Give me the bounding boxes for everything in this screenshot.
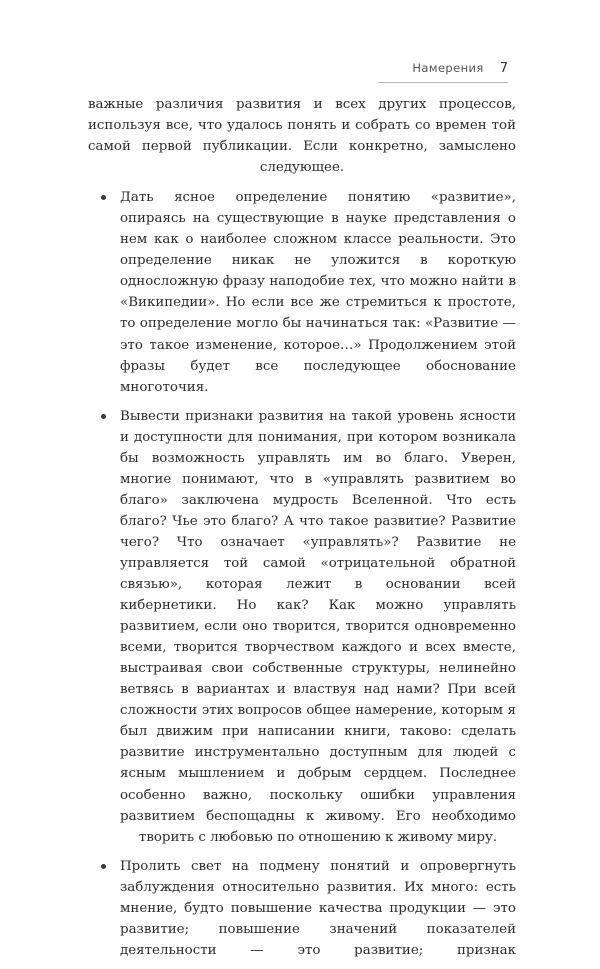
bullet-text: Вывести признаки развития на такой уровень ясности и доступности для понимания, при котором возникала бы возможность управлять им во благо. Уверен, многие понимают, что в «управлять развитием во благо» заключена мудрость Вселенной. Что есть благо? Чье это благо? А что такое развитие? Развитие чего? Что означает «управлять»? Развитие не управляется той самой «отрицательной обратной связью», которая лежит в основании всей кибернетики. Но как? Как можно управлять развитием, если оно творится, творится одновременно всеми, творится творчеством каждого и всех вместе, выстраивая свои собственные структуры, нелинейно ветвясь в вариантах и властвуя над нами? При всей сложности этих вопросов общее намерение, которым я был движим при написании книги, таково: сделать развитие инструментально доступным для людей с ясным мышлением и добрым сердцем. Последнее особенно важно, поскольку ошибки управления развитием беспощадны к живому. Его необходимо творить с любовью по отношению к живому миру. <box>120 408 516 845</box>
bullet-text: Пролить свет на подмену понятий и опровергнуть заблуждения относительно развития. Их много: есть мнение, будто повышение качества продукции — это развитие; повышение значений показателей деятельности — это развитие; признак <box>120 858 516 958</box>
body-text <box>88 94 516 969</box>
bullet-item <box>88 187 516 397</box>
header-divider <box>378 82 508 83</box>
page-number: 7 <box>499 61 508 76</box>
intro-paragraph: важные различия развития и всех других процессов, используя все, что удалось понять и собрать со времен той самой первой публикации. Если конкретно, замыслено следующее. <box>88 97 516 176</box>
bullet-dot-icon <box>101 195 106 200</box>
bullet-item <box>88 856 516 961</box>
bullet-dot-icon <box>101 864 106 869</box>
section-title: Намерения <box>412 61 484 75</box>
bullet-item <box>88 406 516 848</box>
running-head <box>412 61 508 76</box>
bullet-text: Дать ясное определение понятию «развитие», опираясь на существующие в науке представления о нем как о наиболее сложном классе реальности. Это определение никак не уложится в короткую односложную фразу наподобие тех, что можно найти в «Википедии». Но если все же стремиться к простоте, то определение могло бы начинаться так: «Развитие — это такое изменение, которое…» Продолжением этой фразы будет все последующее обоснование многоточия. <box>120 190 516 395</box>
bullet-dot-icon <box>101 414 106 419</box>
